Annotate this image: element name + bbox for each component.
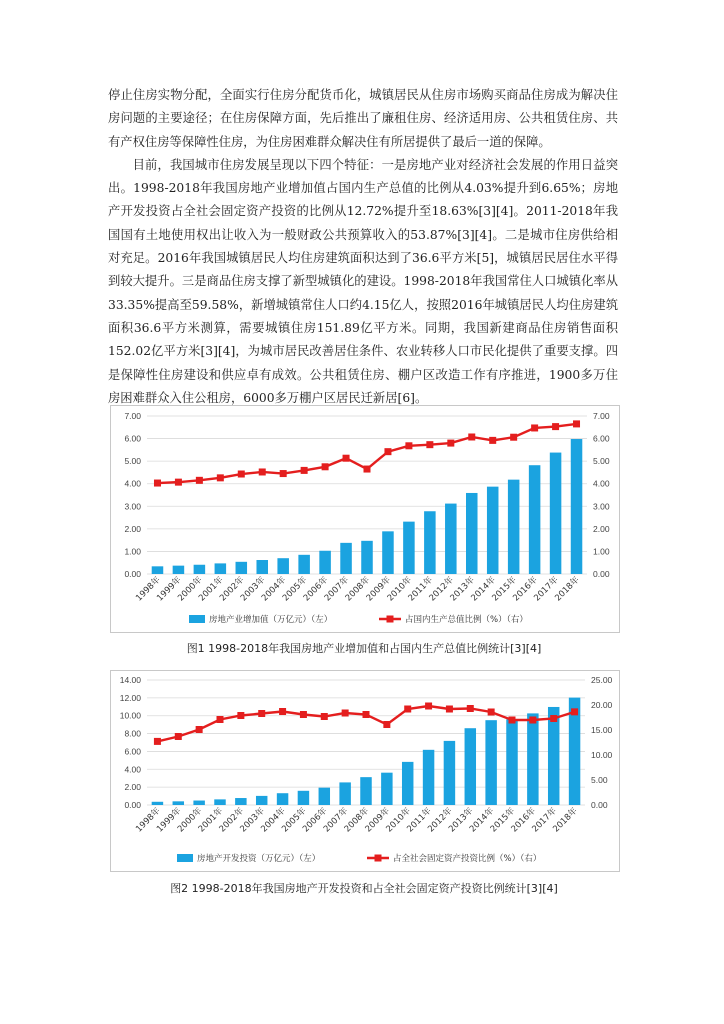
x-tick-label: 2015年 [488,806,518,835]
x-tick-label: 2017年 [532,575,561,604]
y-tick-label: 1.00 [124,546,141,557]
series-line [157,424,576,483]
line-point [279,708,286,715]
line-point [509,717,516,724]
bar [298,791,309,805]
x-tick-label: 2003年 [238,806,267,835]
line-point [259,468,266,475]
line-point [552,423,559,430]
bar [403,522,415,574]
legend-bar-swatch [189,615,205,623]
bar [361,541,373,574]
line-point [175,733,182,740]
x-tick-label: 2009年 [363,806,392,835]
bar [340,543,352,574]
bar [256,796,267,805]
line-point [343,455,350,462]
x-tick-label: 2009年 [364,575,394,604]
x-tick-label: 2012年 [427,575,456,604]
x-tick-label: 2005年 [280,575,310,604]
x-tick-label: 2008年 [343,575,373,604]
x-tick-label: 2000年 [176,575,205,604]
bar [152,802,163,805]
x-tick-label: 2004年 [259,575,289,604]
x-tick-label: 2013年 [447,806,476,835]
y-tick-label: 2.00 [124,523,141,534]
line-point [217,716,224,723]
y-tick-label: 7.00 [124,411,141,421]
chart-svg-2 [111,671,619,871]
y2-tick-label: 5.00 [591,775,608,785]
line-point [531,424,538,431]
line-point [405,442,412,449]
x-tick-label: 1998年 [134,575,163,604]
y-tick-label: 0.00 [124,569,141,579]
x-tick-label: 2010年 [385,575,415,604]
y2-tick-label: 10.00 [591,750,613,760]
x-tick-label: 2014年 [469,575,498,604]
y2-tick-label: 3.00 [593,501,610,512]
body-text [108,84,618,410]
y2-tick-label: 5.00 [593,456,610,467]
line-point [467,705,474,712]
x-tick-label: 2003年 [238,575,268,604]
x-tick-label: 2001年 [196,806,226,835]
figure-caption-2: 图2 1998-2018年我国房地产开发投资和占全社会固定资产投资比例统计[3][4] [170,882,558,895]
y-tick-label: 4.00 [124,478,141,489]
line-point [468,433,475,440]
chart-svg-1 [111,406,619,632]
y-tick-label: 0.00 [124,800,141,810]
x-tick-label: 2000年 [175,806,205,835]
y2-tick-label: 4.00 [593,478,610,489]
x-tick-label: 2002年 [218,575,247,604]
bar [571,439,583,574]
line-point [196,477,203,484]
y-tick-label: 8.00 [124,728,141,739]
line-point [280,470,287,477]
y-tick-label: 4.00 [124,764,141,775]
x-tick-label: 2013年 [448,575,477,604]
line-point [363,711,370,718]
legend-bar-swatch [177,854,193,862]
x-tick-label: 2008年 [342,806,372,835]
paragraph: 停止住房实物分配，全面实行住房分配货币化，城镇居民从住房市场购买商品住房成为解决住房问题的主要途径；在住房保障方面，先后推出了廉租住房、经济适用房、公共租赁住房、共有产权住房等保障性住房，为住房困难群众解决住有所居提供了最后一道的保障。 [108,88,618,149]
line-point [573,420,580,427]
line-point [426,441,433,448]
y-tick-label: 2.00 [124,782,141,793]
bar [465,728,476,805]
y2-tick-label: 0.00 [591,800,608,810]
line-point [529,717,536,724]
line-point [258,710,265,717]
bar [215,563,227,574]
x-tick-label: 1999年 [155,806,184,835]
line-point [238,471,245,478]
y-tick-label: 6.00 [124,746,141,757]
bar [298,555,310,574]
bar [444,741,455,805]
y-tick-label: 5.00 [124,456,141,467]
x-tick-label: 2006年 [301,806,330,835]
y-tick-label: 14.00 [119,675,141,685]
bar [424,511,436,574]
x-tick-label: 2010年 [384,806,413,835]
y-tick-label: 3.00 [124,501,141,512]
line-point [550,715,557,722]
line-point [488,709,495,716]
line-point [300,711,307,718]
bar [319,788,330,805]
y2-tick-label: 2.00 [593,523,610,534]
bar [485,720,496,805]
line-point [447,440,454,447]
y2-tick-label: 15.00 [591,725,613,735]
line-point [321,713,328,720]
x-tick-label: 2017年 [530,806,559,835]
line-point [510,434,517,441]
legend-label: 占全社会固定资产投资比例（%）（右） [393,854,542,864]
x-tick-label: 2007年 [322,575,352,604]
y2-tick-label: 6.00 [593,433,610,444]
y2-tick-label: 7.00 [593,411,610,421]
line-point [237,712,244,719]
bar [506,719,517,805]
bar [402,762,413,805]
y-tick-label: 12.00 [119,692,141,703]
y2-tick-label: 1.00 [593,546,610,557]
bar [193,801,204,805]
x-tick-label: 2016年 [511,575,540,604]
legend-marker [375,855,382,862]
bar [277,793,288,805]
bar [445,504,457,574]
bar [381,773,392,805]
y-tick-label: 10.00 [119,710,141,721]
bar [194,565,206,574]
x-tick-label: 2012年 [426,806,455,835]
bar [527,713,538,805]
paragraph: 目前，我国城市住房发展呈现以下四个特征：一是房地产业对经济社会发展的作用日益突出。1998-2018年我国房地产业增加值占国内生产总值的比例从4.03%提升到6.65%；房地产开发投资占全社会固定资产投资的比例从12.72%提升至18.63%[3][4]。2011-2018年我国国有土地使用权出让收入为一般财政公共预算收入的53.87%[3][4]。二是城市住房供给相对充足。2016年我国城镇居民人均住房建筑面积达到了36.6平方米[5]，城镇居民居住水平得到较大提升。三是商品住房支撑了新型城镇化的建设。1998-2018年我国常住人口城镇化率从33.35%提高至59.58%，新增城镇常住人口约4.15亿人，按照2016年城镇居民人均住房建筑面积36.6平方米测算，需要城镇住房151.89亿平方米。同期，我国新建商品住房销售面积152.02亿平方米[3][4]，为城市居民改善居住条件、农业转移人口市民化提供了重要支撑。四是保障性住房建设和供应卓有成效。公共租赁住房、棚户区改造工作有序推进，1900多万住房困难群众入住公租房，6000多万棚户区居民迁新居[6]。 [108,157,618,405]
bar [339,782,350,805]
line-point [342,710,349,717]
bar [235,798,246,805]
bar [319,551,331,574]
x-tick-label: 1998年 [134,806,163,835]
x-tick-label: 2014年 [467,806,497,835]
line-point [154,480,161,487]
line-point [364,466,371,473]
figure-caption-1: 图1 1998-2018年我国房地产业增加值和占国内生产总值比例统计[3][4] [186,642,542,655]
y-tick-label: 6.00 [124,433,141,444]
line-point [446,706,453,713]
line-point [571,708,578,715]
x-tick-label: 2002年 [217,806,246,835]
bar [277,558,289,574]
line-point [217,474,224,481]
bar [236,562,248,574]
x-tick-label: 2004年 [259,806,288,835]
bar [487,487,499,574]
x-tick-label: 2018年 [551,806,580,835]
line-point [384,448,391,455]
bar [529,465,541,574]
bar [382,531,394,574]
bar [360,777,371,805]
line-point [196,726,203,733]
bar [214,799,225,805]
x-tick-label: 2007年 [321,806,351,835]
line-point [383,721,390,728]
y2-tick-label: 0.00 [593,569,610,579]
bar [508,480,520,574]
legend-label: 房地产业增加值（万亿元）（左） [209,615,333,625]
x-tick-label: 2016年 [509,806,538,835]
x-tick-label: 2011年 [406,575,435,604]
x-tick-label: 2015年 [490,575,519,604]
chart-figure-2 [110,670,620,872]
bar [466,493,478,574]
x-tick-label: 2011年 [405,806,434,835]
line-point [175,479,182,486]
bar [423,750,434,805]
bar [173,801,184,805]
line-point [489,437,496,444]
x-tick-label: 1999年 [155,575,184,604]
legend-marker [387,616,394,623]
legend-label: 房地产开发投资（万亿元）（左） [197,854,321,864]
x-tick-label: 2005年 [280,806,309,835]
chart-figure-1 [110,405,620,633]
y2-tick-label: 20.00 [591,700,613,710]
legend-label: 占国内生产总值比例（%）（右） [405,615,528,625]
y2-tick-label: 25.00 [591,675,613,685]
bar [173,566,185,574]
line-point [154,738,161,745]
x-tick-label: 2018年 [553,575,582,604]
line-point [404,706,411,713]
line-point [301,467,308,474]
bar [152,566,164,574]
line-point [322,463,329,470]
bar [256,560,268,574]
bar [550,453,562,574]
x-tick-label: 2001年 [197,575,226,604]
x-tick-label: 2006年 [301,575,331,604]
line-point [425,703,432,710]
